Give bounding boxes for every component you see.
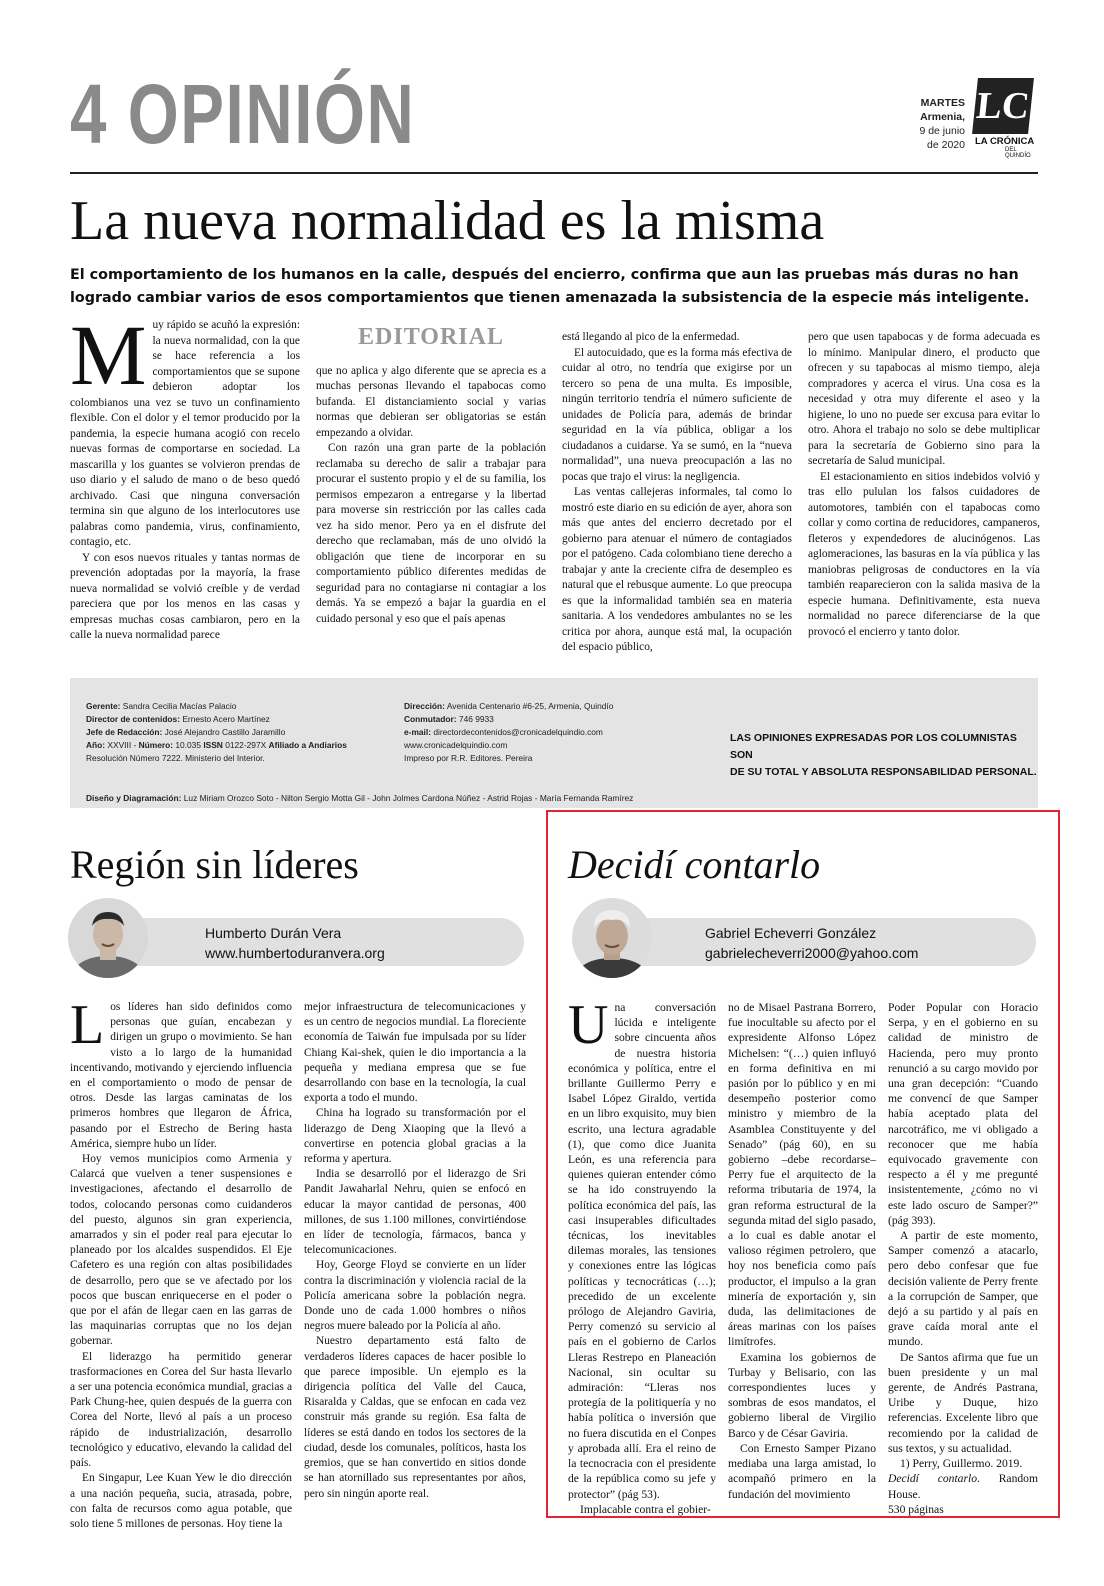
editorial-paragraph: Y con esos nuevos rituales y tantas normas de prevención adoptadas por la mayoría, la frase nueva normalidad se volvió creíble y de verdad pareciera que por los menos en las casas y empresas muchas cosas cambiaron, pero en la calle la nueva normalidad parece [70, 551, 300, 641]
column-dropcap-right: U [568, 994, 609, 1056]
column-paragraph: mejor infraestructura de telecomunicaciones y es un centro de negocios mundial. La floreciente economía de Taiwán fue impulsada por su líder Chiang Kai-shek, quien le dio importancia a la pequeña y mediana empresa que se fue desarrollando con base en la tecnología, la cual exporta a todo el mundo. [304, 1001, 526, 1105]
column-paragraph: Los líderes han sido definidos como personas que guían, encabezan y dirigen un grupo o movimiento. Se han visto a lo largo de la humanidad incentivando, motivando y ejerciendo influencia en el comportamiento o modo de pensar de otros. Desde las largas caminatas de los primeros hombres que llegaron de África, pasando por el Estrecho de Bering hasta América, siempre hubo un líder. [70, 994, 292, 1150]
author-name-left: Humberto Durán Vera [205, 925, 342, 941]
author-email-right: gabrielecheverri2000@yahoo.com [705, 945, 919, 961]
column-title-right: Decidí contarlo [568, 842, 821, 887]
editorial-column-2 [316, 324, 546, 627]
column-paragraph: India se desarrolló por el liderazgo de Sri Pandit Jawaharlal Nehru, quien se enfocó en educar la mayor cantidad de personas, 400 millones, de sus 1.100 millones, convirtiéndose en líder de tecnología, fármacos, banca y telecomunicaciones. [304, 1168, 526, 1257]
section-name: OPINIÓN [127, 67, 416, 161]
column-paragraph: Hoy vemos municipios como Armenia y Calarcá que vuelven a tener suspensiones e investigaciones, afectando el desarrollo de todos, colocando personas como cuidanderos del puesto, algunos sin gran experiencia, amarrados y sin el poder real para ejecutar lo planeado por los alcaldes suspendidos. El Eje Cafetero es una región con altas posibilidades de desarrollo, pero que se ve afectado por los pocos que buscan enriquecerse en el poder o que por el afán de llegar caen en las garras de las maquinarias corruptas que no los dejan gobernar. [70, 1153, 292, 1348]
editorial-paragraph: El estacionamiento en sitios indebidos volvió y tras ello pululan los falsos cuidadores de automotores, también con el tapabocas como collar y como cortina de reducidores, campaneros, fleteros y expendedores de alucinógenos. Las aglomeraciones, las basuras en la vía pública y las maniobras peligrosas de conductores en la vía también reaparecieron con la salida masiva de la especie humana. Definitivamente, esta nueva normalidad no parece diferenciarse de la que provocó el encierro y tanto dolor. [808, 470, 1040, 638]
imprint-website: www.cronicadelquindio.com [404, 740, 508, 750]
imprint-staff [86, 700, 347, 765]
newspaper-logo [975, 78, 1041, 159]
section-title [70, 67, 416, 161]
column-paragraph: Una conversación lúcida e inteligente sobre cincuenta años de nuestra historia económica y política, entre el brillante Guillermo Perry e Isabel López Giraldo, vertida en un libro exquisito, muy bien escrito, una lectura agradable (1), que como dice Juanita León, es una referencia para quienes quieran entender cómo se ha ido construyendo la política económica del país, las casi insuperables dificultades técnicas, los inevitables dilemas morales, las tensiones y conexiones entre las lógicas políticas y tecnocráticas (…); precedido de un excelente prólogo de Alejandro Gaviria, Perry comenzó su servicio al país en el gobierno de Carlos Lleras Restrepo en Planeación Nacional, sin ocultar su admiración: “Lleras nos protegía de la politiquería y no había política o inversión que no fuera discutida en el Conpes y aprobada allí. Era el reino de la tecnocracia con el presidente de la república como su jefe y protector” (pág 53). [568, 994, 716, 1501]
logo-sub: DEL QUINDÍO [1005, 147, 1031, 159]
date-city: Armenia, [920, 111, 965, 123]
imprint-contact [404, 700, 613, 765]
issue-date [905, 96, 965, 152]
column-paragraph: A partir de este momento, Samper comenzó a atacarlo, pero debo confesar que fue decisión valiente de Perry frente a la corrupción de Samper, que dejó a su partido y al país en grave caída moral ante el mundo. [888, 1229, 1039, 1349]
column-paragraph: Nuestro departamento está falto de verdaderos líderes capaces de hacer posible lo que parece imposible. Un ejemplo es la dirigencia política del Valle del Cauca, Risaralda y Caldas, que se enfocan en cada vez construir más grande su región. Esa falta de líderes se está dando en todos los sectores de la ciudad, desde los comunales, políticos, hasta los gremios, que se han convertido en sitios donde se han atornillado sus representantes por años, pero sin ningún aporte real. [304, 1335, 526, 1500]
section-number: 4 [70, 67, 109, 161]
column-left-text-2 [304, 1000, 526, 1502]
logo-name: LA CRÓNICA [975, 136, 1035, 147]
column-right-text-3 [888, 1000, 1038, 1517]
column-paragraph: Con Ernesto Samper Pizano mediaba una larga amistad, lo acompañó primero en la fundación del movimiento [728, 1441, 876, 1501]
author-name-right: Gabriel Echeverri González [705, 925, 877, 941]
imprint-line: e-mail: directordecontenidos@cronicadelquindio.com [404, 727, 603, 737]
imprint-box [70, 678, 1038, 808]
column-paragraph: El liderazgo ha permitido generar trasformaciones en Corea del Sur hasta llevarlo a ser una potencia económica mundial, gracias a Park Chung-hee, quien después de la guerra con Corea del Norte, llevó al país a un proceso rápido de industrialización, desarrollo tecnológico y educativo, elevando la calidad del país. [70, 1350, 292, 1470]
column-right-text-2 [728, 1000, 876, 1502]
column-title-left: Región sin líderes [70, 842, 359, 887]
imprint-line: Gerente: Sandra Cecilia Macías Palacio [86, 701, 237, 711]
column-paragraph: Poder Popular con Horacio Serpa, y en el gobierno en su calidad de ministro de Hacienda, pero muy pronto renunció a su cargo movido por una gran decepción: “Cuando me convencí de que Samper había aceptado plata del narcotráfico, me vi obligado a reconocer que me había equivocado gravemente con respecto a él y me pregunté insistentemente, ¿cómo no vi este lado oscuro de Samper?” (pág 393). [888, 1001, 1038, 1227]
author-website-left: www.humbertoduranvera.org [205, 945, 385, 961]
imprint-line: Impreso por R.R. Editores. Pereira [404, 753, 533, 763]
imprint-design-credits: Diseño y Diagramación: Luz Miriam Orozco Soto - Nilton Sergio Motta Gil - John Jolmes Cardona Núñez - Astrid Rojas - María Fernanda Ramírez [86, 793, 634, 803]
editorial-headline: La nueva normalidad es la misma [70, 190, 825, 252]
imprint-line: Director de contenidos: Ernesto Acero Martínez [86, 714, 270, 724]
date-year: de 2020 [927, 139, 965, 151]
column-footnote: 1) Perry, Guillermo. 2019. Decidí contarlo. Random House. 530 páginas [888, 1457, 1038, 1516]
imprint-line: Año: XXVIII - Número: 10.035 ISSN 0122-297X Afiliado a Andiarios [86, 740, 347, 750]
imprint-line: Resolución Número 7222. Ministerio del Interior. [86, 753, 265, 763]
column-paragraph: no de Misael Pastrana Borrero, fue inocultable su afecto por el expresidente Alfonso López Michelsen: “(…) quien influyó en forma definitiva en mi pasión por lo público y en mi desempeño posterior como ministro y miembro de la Asamblea Constituyente y del Senado” (pág 60), en su gobierno –debe recordarse– Perry fue el arquitecto de la reforma tributaria de 1974, la gran reforma estructural de la segunda mitad del siglo pasado, a lo cual es dable anotar el valioso régimen petrolero, que hoy nos beneficia como país productor, el impulso a la gran minería de exportación y, sin duda, las delimitaciones de áreas marinas con los países limítrofes. [728, 1001, 876, 1349]
editorial-column-3 [562, 330, 792, 656]
column-dropcap-left: L [70, 994, 105, 1056]
imprint-disclaimer: LAS OPINIONES EXPRESADAS POR LOS COLUMNISTAS SON DE SU TOTAL Y ABSOLUTA RESPONSABILIDAD PERSONAL. [730, 732, 1037, 778]
column-paragraph: En Singapur, Lee Kuan Yew le dio dirección a una nación pequeña, sucia, atrasada, pobre, con falta de recursos como agua potable, que solo tiene 5 millones de personas. Hoy tiene la [70, 1472, 292, 1530]
column-paragraph: Implacable contra el gobier- [580, 1502, 711, 1516]
editorial-paragraph: Muy rápido se acuñó la expresión: la nueva normalidad, con la que se hace referencia a los comportamientos que se supone debieron adoptar los colombianos una vez se tuvo un confinamiento flexible. Con el dolor y el temor producido por la pandemia, la especie humana acogió con recelo nuevas formas de comportarse en sociedad. La mascarilla y los guantes se volvieron prendas de uso diario y el saludo de mano o de beso quedó archivado. Casi que ninguna conversación termina sin que alguno de los interlocutores use palabras como pandemia, virus, confinamiento, contagio, etc. [70, 307, 300, 548]
editorial-paragraph: El autocuidado, que es la forma más efectiva de cuidar al otro, no tendría que exigirse por un tercero so pena de una multa. Es imposible, ningún territorio tendría el número suficiente de unidades de Policía para, además de brindar seguridad en la vía pública, obligar a los ciudadanos a cuidarse. Ya se sumó, en la “nueva normalidad”, una nueva preocupación a las no pocas que trajo el virus: la negligencia. [562, 346, 792, 483]
editorial-column-4 [808, 330, 1040, 640]
editorial-paragraph: Las ventas callejeras informales, tal como lo mostró este diario en su edición de ayer, ahora son más que antes del encierro decretado por el gobierno para atenuar el número de contagiados por el patógeno. Cada colombiano tiene derecho a trabajar y ante la creciente cifra de desempleo es natural que el rebusque aumente. Lo que preocupa es que la informalidad también sea en materia sanitaria. A los vendedores ambulantes no se les critica por ahora, aunque está mal, la ocupación del espacio público, [562, 486, 792, 653]
logo-mark: LC [972, 78, 1034, 134]
date-day: 9 de junio [919, 125, 965, 137]
column-paragraph: China ha logrado su transformación por el liderazgo de Deng Xiaoping que la llevó a convertirse en potencia global gracias a la reforma y apertura. [304, 1107, 526, 1166]
author-photo-right [572, 898, 652, 978]
editorial-dropcap: M [70, 307, 147, 403]
column-paragraph: De Santos afirma que fue un buen presidente y un mal gerente, de Andrés Pastrana, Uribe y Duque, hizo referencias. Excelente libro que recomiendo por la calidad de sus textos, y su actualidad. [888, 1350, 1038, 1455]
imprint-line: Jefe de Redacción: José Alejandro Castillo Jaramillo [86, 727, 286, 737]
editorial-lead: El comportamiento de los humanos en la calle, después del encierro, confirma que aun las pruebas más duras no han logrado cambiar varios de esos comportamientos que tienen amenazada la subsistencia de la especie más inteligente. [70, 267, 1030, 306]
imprint-line: Dirección: Avenida Centenario #6-25, Armenia, Quindío [404, 701, 614, 711]
column-left-text-1 [70, 994, 292, 1532]
editorial-column-1 [70, 307, 300, 644]
editorial-paragraph: Con razón una gran parte de la población reclamaba su derecho de salir a trabajar para procurar el sustento propio y el de su familia, los permisos empezaron a entregarse y la libertad para moverse sin restricción por las calles cada vez ha sido menor. Pero ya en el disfrute del derecho que reclamaban, más de uno olvidó la obligación que tiene de incorporar en su comportamiento público diferentes medidas de seguridad para no contagiarse ni contagiar a los demás. Ya se empezó a bajar la guardia en el cuidado personal y eso que el país apenas [316, 442, 546, 625]
editorial-label: EDITORIAL [358, 324, 504, 350]
column-right-text-1 [568, 994, 716, 1517]
editorial-paragraph: está llegando al pico de la enfermedad. [562, 331, 740, 343]
column-paragraph: Hoy, George Floyd se convierte en un líder contra la discriminación y violencia racial de la Policía americana sobre la población negra. Donde uno de cada 1.000 hombres o niños negros muere baleado por la Policía al año. [304, 1259, 526, 1333]
editorial-paragraph: pero que usen tapabocas y de forma adecuada es lo mínimo. Manipular dinero, el producto que ofrecen y su tapabocas al mismo tiempo, aleja compradores y acerca el virus. Una cosa es la necesidad y otra muy diferente el aseo y la higiene, lo uno no puede ser excusa para evitar lo otro. Ahora el trabajo no solo se debe multiplicar para la secretaría de Gobierno sino para la secretaría de Salud municipal. [808, 331, 1040, 467]
date-weekday: MARTES [920, 97, 965, 109]
author-photo-left [68, 898, 148, 978]
header-divider [70, 172, 1038, 174]
column-paragraph: Examina los gobiernos de Turbay y Belisario, con las correspondientes luces y sombras de esos mandatos, el gobierno liberal de Virgilio Barco y de César Gaviria. [728, 1350, 876, 1440]
editorial-paragraph: que no aplica y algo diferente que se aprecia es a muchas personas llevando el tapabocas como bufanda. El distanciamiento social y varias normas que debieran ser obligatorias se están empezando a olvidar. [316, 364, 546, 439]
imprint-line: Conmutador: 746 9933 [404, 714, 494, 724]
